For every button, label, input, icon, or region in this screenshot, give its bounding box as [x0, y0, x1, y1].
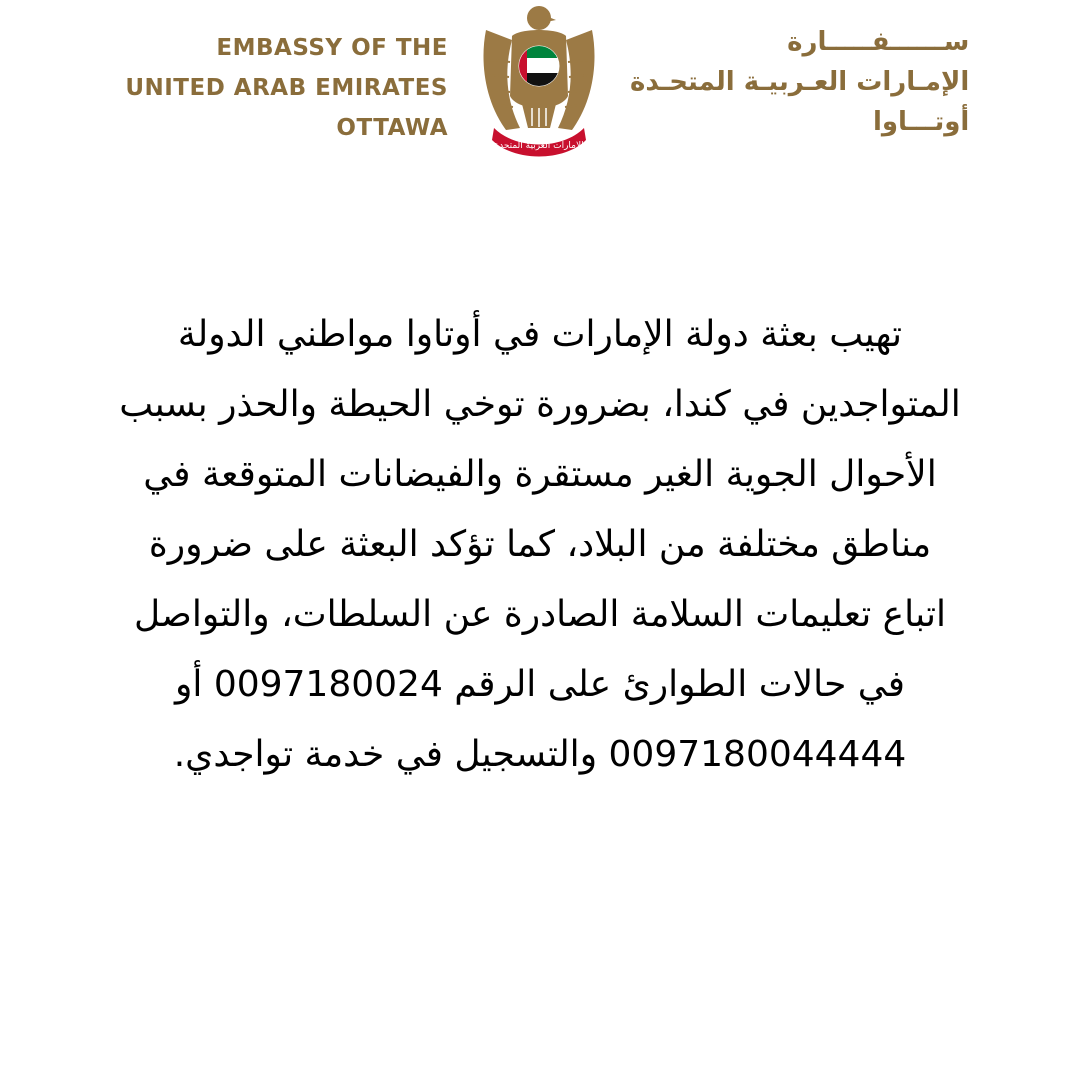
embassy-name-english [125, 28, 448, 148]
notice-line: تهيب بعثة دولة الإمارات في أوتاوا مواطني الدولة [177, 314, 903, 355]
uae-falcon-emblem-icon [476, 0, 602, 160]
english-line-1: EMBASSY OF THE [216, 35, 448, 61]
notice-line: الأحوال الجوية الغير مستقرة والفيضانات المتوقعة في [143, 454, 937, 495]
arabic-line-2: الإمـارات العـربيـة المتحـدة [630, 67, 970, 97]
notice-line: المتواجدين في كندا، بضرورة توخي الحيطة والحذر بسبب [119, 384, 961, 425]
notice-line: 0097180044444 والتسجيل في خدمة تواجدي. [173, 734, 907, 775]
arabic-line-1: ســــــفـــــارة [787, 27, 970, 57]
embassy-name-arabic [630, 22, 969, 142]
notice-line: في حالات الطوارئ على الرقم 0097180024 أو [174, 664, 906, 705]
notice-line: اتباع تعليمات السلامة الصادرة عن السلطات، والتواصل [134, 594, 946, 635]
weather-advisory-notice [10, 300, 1070, 790]
emblem-scroll-text: الإمارات العربية المتحدة [494, 141, 584, 151]
notice-line: مناطق مختلفة من البلاد، كما تؤكد البعثة على ضرورة [148, 524, 932, 565]
arabic-line-3: أوتـــاوا [872, 107, 970, 137]
english-line-2: UNITED ARAB EMIRATES [125, 75, 448, 101]
embassy-header [0, 0, 1080, 170]
english-line-3: OTTAWA [336, 115, 448, 141]
